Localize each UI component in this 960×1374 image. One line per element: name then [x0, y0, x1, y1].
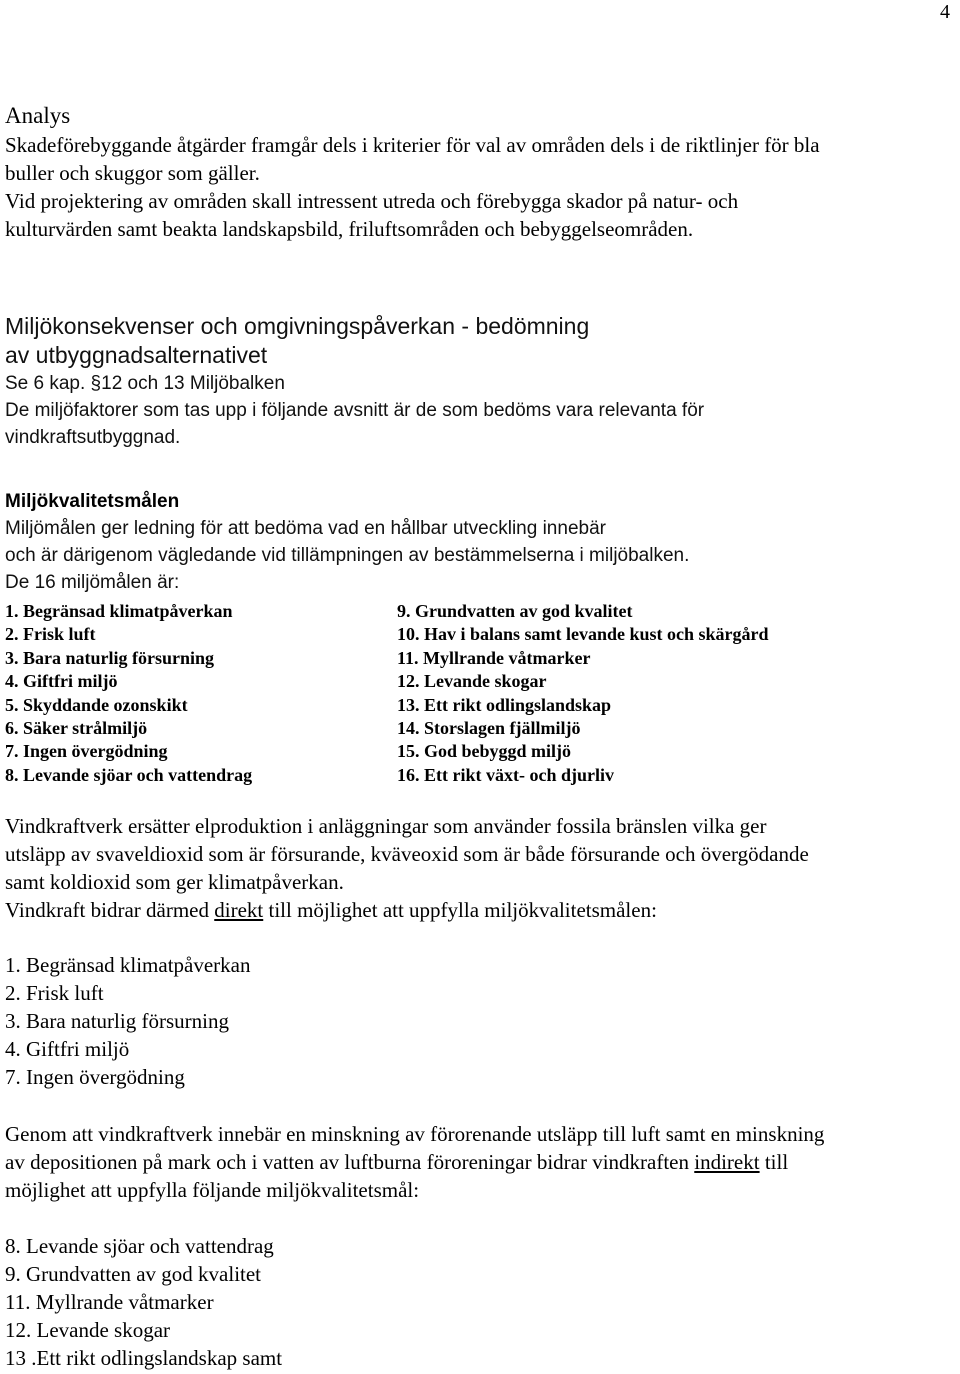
- goal-item: 13. Ett rikt odlingslandskap: [397, 694, 612, 715]
- goal-row: [5, 694, 905, 717]
- goal-row: [5, 670, 905, 693]
- mkm-line: och är därigenom vägledande vid tillämpningen av bestämmelserna i miljöbalken.: [5, 545, 690, 566]
- indirect-list-item: 13 .Ett rikt odlingslandskap samt: [5, 1346, 283, 1370]
- vindkraft-line: samt koldioxid som ger klimatpåverkan.: [5, 870, 344, 894]
- vindkraft-direct-line: [5, 896, 957, 924]
- goal-row: [5, 740, 905, 763]
- indirect-text-after: till: [759, 1150, 789, 1174]
- goal-row: [5, 764, 905, 787]
- indirect-goals-list: [5, 1232, 957, 1372]
- analys-line: buller och skuggor som gäller.: [5, 161, 260, 185]
- indirect-list-item: 9. Grundvatten av god kvalitet: [5, 1262, 262, 1286]
- indirect-list-item: 11. Myllrande våtmarker: [5, 1290, 214, 1314]
- analys-line: kulturvärden samt beakta landskapsbild, friluftsområden och bebyggelseområden.: [5, 217, 694, 241]
- analys-section: [5, 101, 957, 243]
- goals-list: [5, 600, 905, 787]
- goal-item: 4. Giftfri miljö: [5, 671, 118, 692]
- goal-item: 16. Ett rikt växt- och djurliv: [397, 764, 614, 785]
- goal-item: 12. Levande skogar: [397, 671, 547, 692]
- goal-item: 7. Ingen övergödning: [5, 741, 168, 762]
- analys-heading: Analys: [5, 103, 71, 128]
- vindkraft-line: utsläpp av svaveldioxid som är försurande, kväveoxid som är både försurande och övergödande: [5, 842, 809, 866]
- direct-text-after: till möjlighet att uppfylla miljökvalitetsmålen:: [263, 898, 657, 922]
- goal-item: 3. Bara naturlig försurning: [5, 647, 215, 668]
- indirect-underlined-word: indirekt: [694, 1150, 760, 1174]
- goal-row: [5, 623, 905, 646]
- direct-goals-list: [5, 951, 957, 1091]
- indirect-list-item: 8. Levande sjöar och vattendrag: [5, 1234, 274, 1258]
- goal-row: [5, 717, 905, 740]
- goal-item: 2. Frisk luft: [5, 624, 96, 645]
- indirect-list-item: 12. Levande skogar: [5, 1318, 171, 1342]
- miljo-line: De miljöfaktorer som tas upp i följande avsnitt är de som bedöms vara relevanta för: [5, 400, 705, 421]
- goal-item: 10. Hav i balans samt levande kust och skärgård: [397, 624, 769, 645]
- direct-list-item: 2. Frisk luft: [5, 981, 104, 1005]
- miljokonsekvenser-heading-line2: av utbyggnadsalternativet: [5, 342, 268, 368]
- indirect-section: [5, 1120, 957, 1204]
- indirect-line: möjlighet att uppfylla följande miljökvalitetsmål:: [5, 1178, 420, 1202]
- goal-item: 1. Begränsad klimatpåverkan: [5, 601, 233, 621]
- goal-item: 6. Säker strålmiljö: [5, 717, 148, 738]
- goal-item: 5. Skyddande ozonskikt: [5, 694, 188, 715]
- direct-text-before: Vindkraft bidrar därmed: [5, 898, 215, 922]
- indirect-line: Genom att vindkraftverk innebär en minskning av förorenande utsläpp till luft samt en minskning: [5, 1122, 825, 1146]
- miljokvalitetsmalen-heading: Miljökvalitetsmålen: [5, 491, 180, 512]
- miljokvalitetsmalen-section: [5, 489, 957, 596]
- miljokonsekvenser-heading-line1: Miljökonsekvenser och omgivningspåverkan - bedömning: [5, 313, 590, 339]
- analys-line: Vid projektering av områden skall intressent utreda och förebygga skador på natur- och: [5, 189, 739, 213]
- vindkraft-line: Vindkraftverk ersätter elproduktion i anläggningar som använder fossila bränslen vilka ger: [5, 814, 767, 838]
- goal-item: 15. God bebyggd miljö: [397, 741, 572, 762]
- indirect-line: [5, 1148, 957, 1176]
- direct-list-item: 7. Ingen övergödning: [5, 1065, 185, 1089]
- goal-item: 14. Storslagen fjällmiljö: [397, 717, 581, 738]
- miljo-line: vindkraftsutbyggnad.: [5, 427, 181, 448]
- direct-list-item: 1. Begränsad klimatpåverkan: [5, 953, 251, 977]
- miljokonsekvenser-section: [5, 312, 957, 451]
- mkm-line: De 16 miljömålen är:: [5, 572, 180, 593]
- indirect-text-before: av depositionen på mark och i vatten av luftburna föroreningar bidrar vindkraften: [5, 1150, 695, 1174]
- goal-row: [5, 647, 905, 670]
- goal-item: 9. Grundvatten av god kvalitet: [397, 601, 633, 621]
- goal-item: 8. Levande sjöar och vattendrag: [5, 764, 253, 785]
- mkm-line: Miljömålen ger ledning för att bedöma vad en hållbar utveckling innebär: [5, 518, 606, 539]
- direct-underlined-word: direkt: [214, 898, 264, 922]
- analys-line: Skadeförebyggande åtgärder framgår dels i kriterier för val av områden dels i de riktlinjer för bla: [5, 133, 820, 157]
- miljo-line: Se 6 kap. §12 och 13 Miljöbalken: [5, 373, 285, 394]
- direct-list-item: 3. Bara naturlig försurning: [5, 1009, 229, 1033]
- goal-row: [5, 600, 905, 623]
- direct-list-item: 4. Giftfri miljö: [5, 1037, 130, 1061]
- vindkraft-section: [5, 812, 957, 924]
- goal-item: 11. Myllrande våtmarker: [397, 647, 591, 668]
- page-number: 4: [940, 1, 950, 23]
